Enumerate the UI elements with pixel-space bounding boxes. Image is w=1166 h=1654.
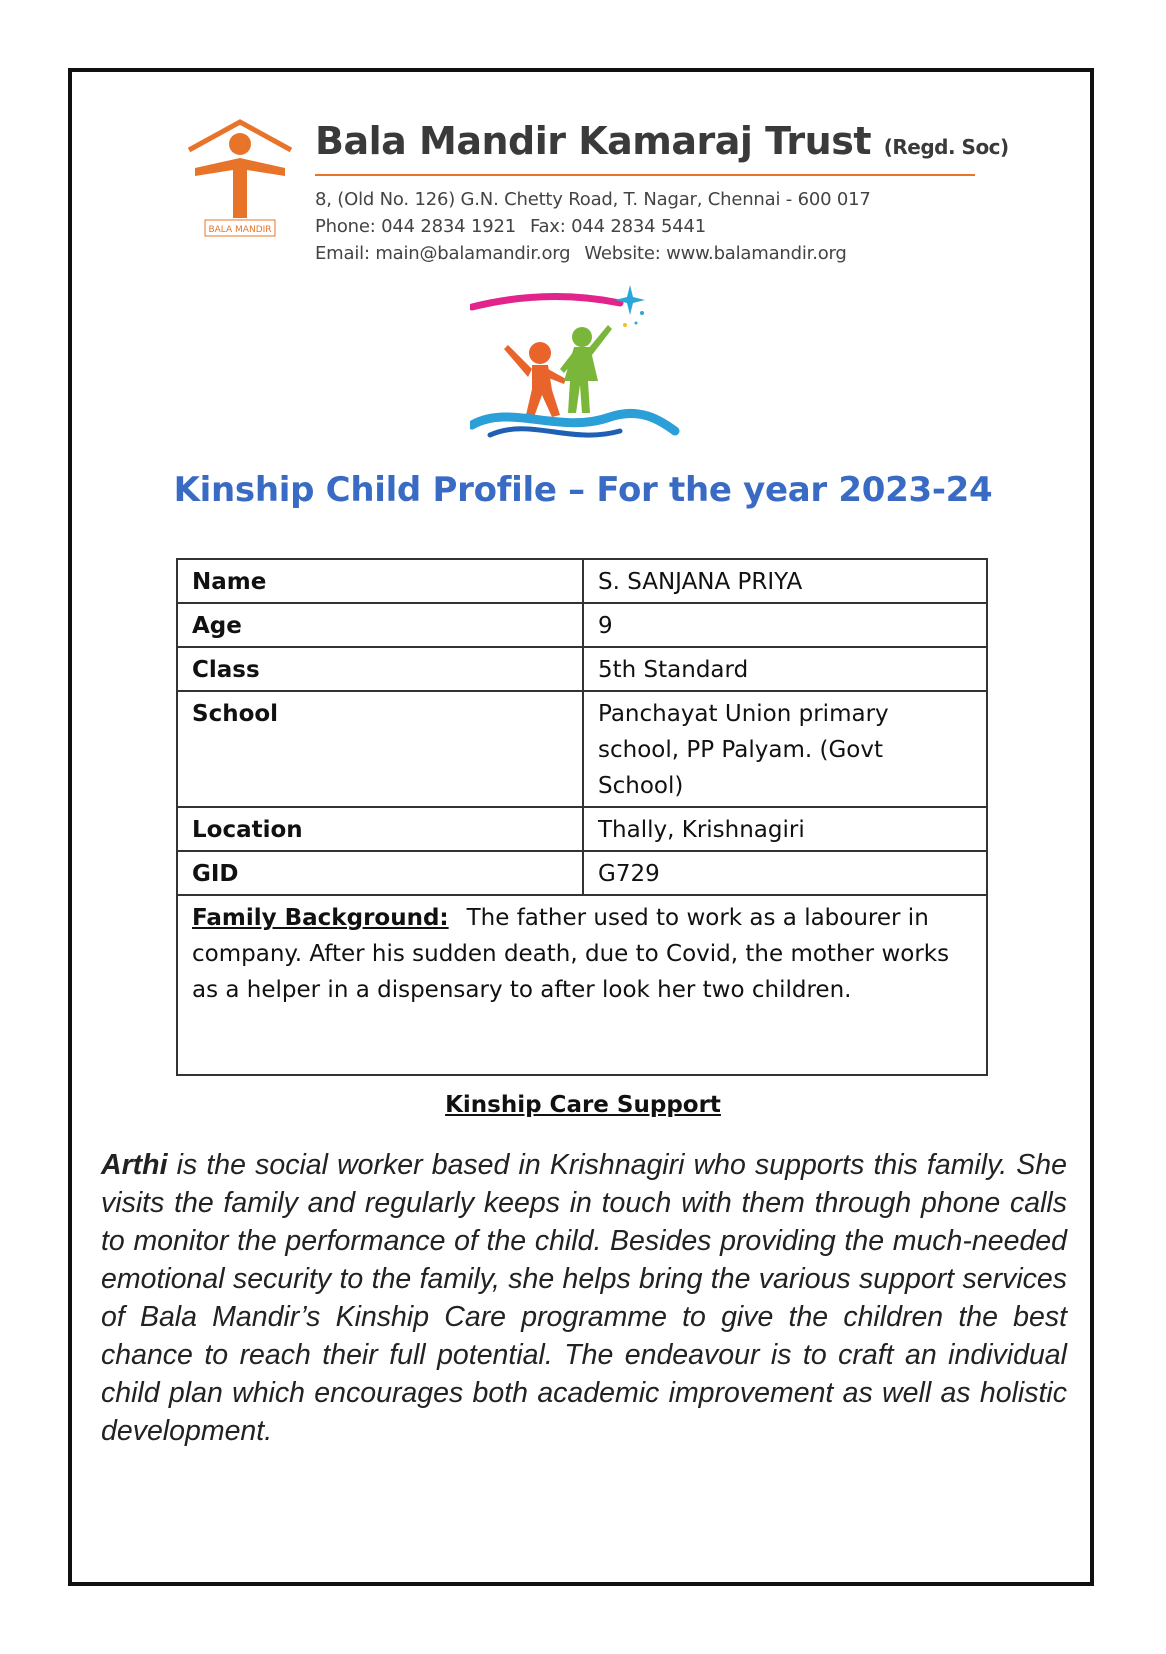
letterhead [185, 118, 1009, 264]
org-email: Email: main@balamandir.org [315, 243, 571, 264]
letterhead-rule [315, 174, 975, 176]
row-label-location: Location [177, 807, 583, 851]
row-label-school: School [177, 691, 583, 807]
org-phone: Phone: 044 2834 1921 [315, 216, 516, 237]
table-row [177, 559, 987, 603]
org-fax: Fax: 044 2834 5441 [529, 216, 706, 237]
family-background-label: Family Background: [192, 905, 449, 931]
row-value-age: 9 [583, 603, 987, 647]
table-row [177, 603, 987, 647]
kinship-kids-emblem-icon [470, 285, 680, 450]
row-label-age: Age [177, 603, 583, 647]
row-label-name: Name [177, 559, 583, 603]
support-text: is the social worker based in Krishnagiri who supports this family. She visits the family and regularly keeps in touch with them through phone calls to monitor the performance of the child. Besides providing the much-needed emotional security to the family, she helps bring the various support services of Bala Mandir’s Kinship Care programme to give the children the best chance to reach their full potential. The endeavour is to craft an individual child plan which encourages both academic improvement as well as holistic development. [101, 1149, 1067, 1447]
logo-caption: BALA MANDIR [208, 225, 272, 235]
org-website: Website: www.balamandir.org [584, 243, 847, 264]
row-label-gid: GID [177, 851, 583, 895]
org-address: 8, (Old No. 126) G.N. Chetty Road, T. Nagar, Chennai - 600 017 [315, 189, 871, 210]
row-value-location: Thally, Krishnagiri [583, 807, 987, 851]
org-web [315, 240, 985, 267]
support-paragraph [101, 1146, 1067, 1450]
social-worker-name: Arthi [101, 1149, 168, 1181]
support-heading: Kinship Care Support [445, 1092, 721, 1118]
table-row [177, 895, 987, 1075]
organization-name [315, 118, 1009, 170]
row-label-class: Class [177, 647, 583, 691]
table-row [177, 851, 987, 895]
table-row [177, 691, 987, 807]
row-value-class: 5th Standard [583, 647, 987, 691]
family-background-text: The father used to work as a labourer in company. After his sudden death, due to Covid, the mother works as a helper in a dispensary to after look her two children. [192, 905, 950, 1003]
org-name-text: Bala Mandir Kamaraj Trust [315, 119, 871, 163]
child-profile-table [176, 558, 988, 1076]
row-value-school: Panchayat Union primary school, PP Palyam. (Govt School) [583, 691, 987, 807]
row-value-name: S. SANJANA PRIYA [583, 559, 987, 603]
row-value-gid: G729 [583, 851, 987, 895]
page-title: Kinship Child Profile – For the year 2023-24 [173, 470, 993, 510]
org-contact [315, 213, 985, 240]
bala-mandir-logo-icon [185, 118, 295, 253]
table-row [177, 647, 987, 691]
table-row [177, 807, 987, 851]
org-suffix: (Regd. Soc) [883, 135, 1009, 159]
family-background-cell [177, 895, 987, 1075]
